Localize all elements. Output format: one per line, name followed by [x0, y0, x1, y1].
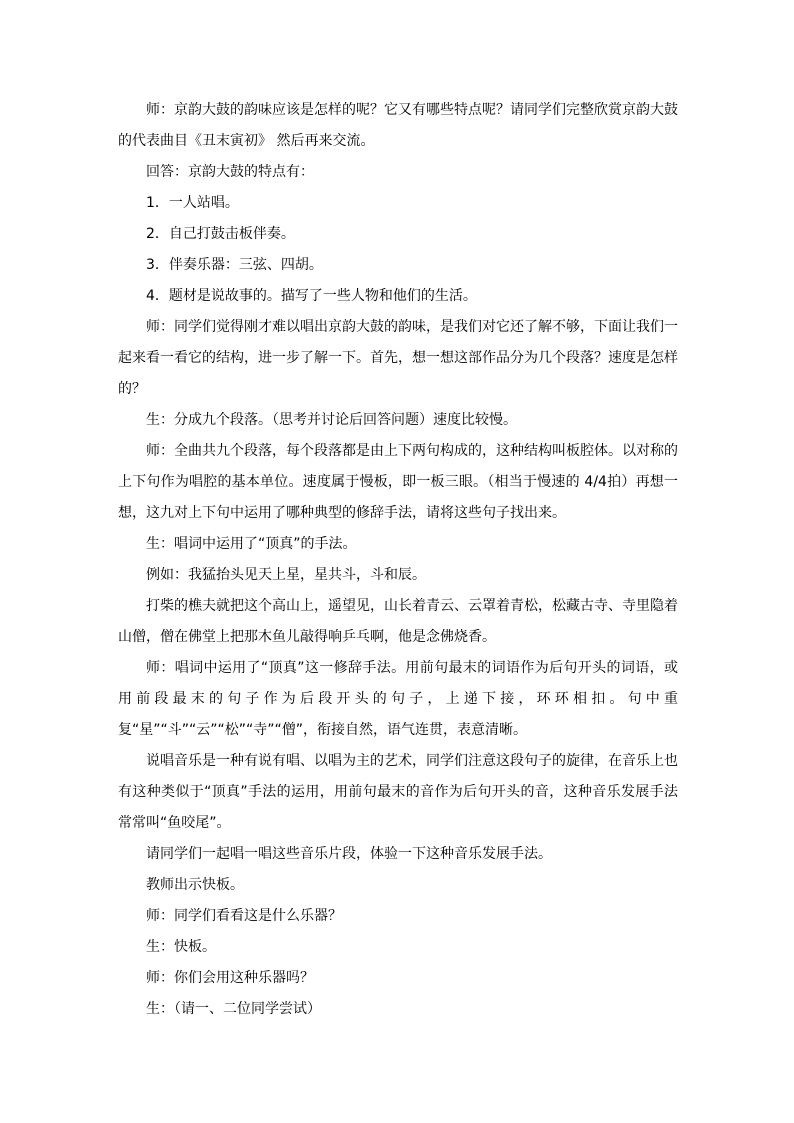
paragraph: 师：同学们看看这是什么乐器？ [146, 908, 342, 924]
paragraph: 师：你们会用这种乐器吗？ [146, 970, 314, 986]
paragraph: 回答：京韵大鼓的特点有： [146, 164, 314, 180]
paragraph: 生：快板。 [146, 939, 216, 955]
list-item: 2．自己打鼓击板伴奏。 [146, 226, 295, 242]
paragraph: 教师出示快板。 [146, 877, 244, 893]
list-item: 3．伴奏乐器：三弦、四胡。 [146, 257, 323, 273]
paragraph: 生：（请一、二位同学尝试） [146, 1001, 321, 1017]
paragraph: 例如：我猛抬头见天上星，星共斗，斗和辰。 [146, 567, 426, 583]
paragraph: 师：京韵大鼓的韵味应该是怎样的呢？它又有哪些特点呢？请同学们完整欣赏京韵大鼓的代表曲目《丑末寅初》 然后再来交流。 [118, 102, 678, 149]
paragraph: 师：同学们觉得刚才难以唱出京韵大鼓的韵味，是我们对它还了解不够，下面让我们一起来看一看它的结构，进一步了解一下。首先，想一想这部作品分为几个段落？速度是怎样的？ [118, 319, 678, 397]
paragraph: 请同学们一起唱一唱这些音乐片段，体验一下这种音乐发展手法。 [146, 846, 552, 862]
paragraph: 师：唱词中运用了“顶真”这一修辞手法。用前句最末的词语作为后句开头的词语，或用前段最末的句子作为后段开头的句子，上递下接，环环相扣。句中重复“星”“斗”“云”“松”“寺”“僧”，衔接自然，语气连贯，表意清晰。 [118, 660, 678, 738]
list-item: 4．题材是说故事的。描写了一些人物和他们的生活。 [146, 288, 477, 304]
paragraph: 师：全曲共九个段落，每个段落都是由上下两句构成的，这种结构叫板腔体。以对称的上下句作为唱腔的基本单位。速度属于慢板，即一板三眼。（相当于慢速的 4/4拍）再想一想，这九对上下句中运用了哪种典型的修辞手法，请将这些句子找出来。 [118, 443, 678, 521]
document-page [118, 95, 678, 1025]
paragraph: 生：分成九个段落。（思考并讨论后回答问题）速度比较慢。 [146, 412, 517, 428]
list-item: 1．一人站唱。 [146, 195, 239, 211]
paragraph: 打柴的樵夫就把这个高山上，遥望见，山长着青云、云罩着青松，松藏古寺、寺里隐着山僧，僧在佛堂上把那木鱼儿敲得响乒乓啊，他是念佛烧香。 [118, 598, 678, 645]
paragraph: 说唱音乐是一种有说有唱、以唱为主的艺术，同学们注意这段句子的旋律，在音乐上也有这种类似于“顶真”手法的运用，用前句最末的音作为后句开头的音，这种音乐发展手法常常叫“鱼咬尾”。 [118, 753, 678, 831]
paragraph: 生：唱词中运用了“顶真”的手法。 [146, 536, 357, 552]
